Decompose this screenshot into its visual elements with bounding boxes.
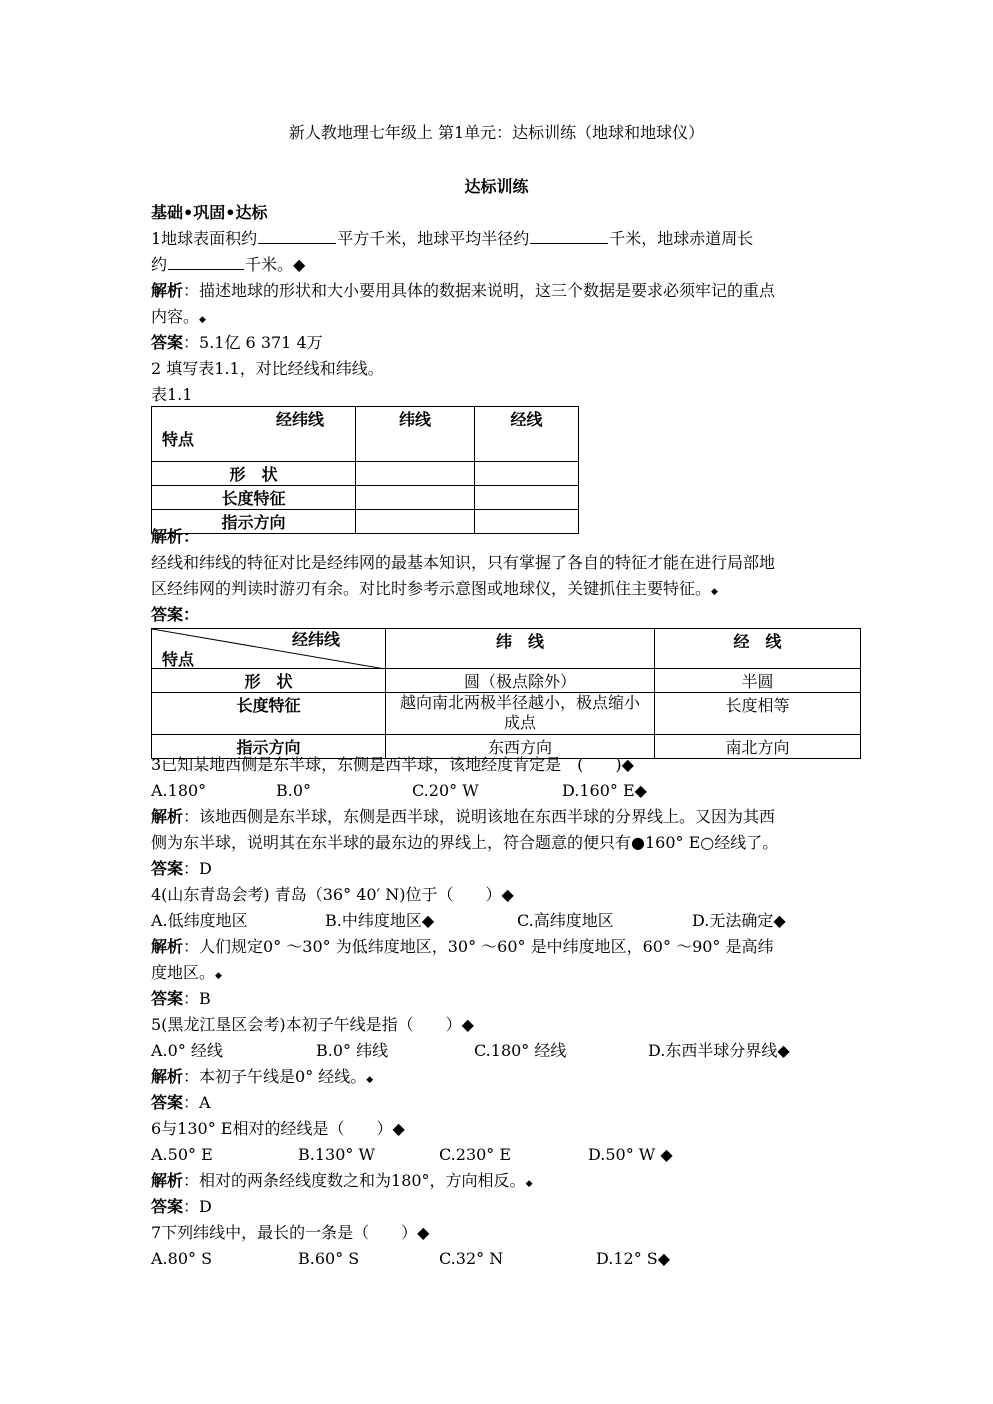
q2-analysis-cont: 区经纬网的判读时游刃有余。对比时参考示意图或地球仪，关键抓住主要特征。◆ (151, 579, 718, 598)
blank-table (151, 406, 579, 534)
q7-option-a: A.80° S (151, 1249, 213, 1268)
q6-answer: 答案：D (151, 1197, 212, 1216)
q2-analysis-label: 解析： (151, 527, 200, 546)
q4-option-a: A.低纬度地区 (151, 911, 248, 930)
blank-cell[interactable] (475, 462, 579, 486)
q4-analysis: 解析：人们规定0° ～30° 为低纬度地区，30° ～60° 是中纬度地区，60° ～90° 是高纬 (151, 937, 774, 956)
answer-cell: 东西方向 (386, 735, 655, 759)
answer-col-weixian: 纬 线 (386, 629, 655, 669)
q4-option-c: C.高纬度地区 (517, 911, 614, 930)
q5-question: 5(黑龙江垦区会考)本初子午线是指（ ）◆ (151, 1015, 474, 1034)
answer-cell: 圆（极点除外） (386, 669, 655, 693)
q6-analysis: 解析：相对的两条经线度数之和为180°，方向相反。◆ (151, 1171, 533, 1190)
q3-option-b: B.0° (276, 781, 312, 800)
row-label: 指示方向 (152, 510, 356, 534)
q4-question: 4(山东青岛会考) 青岛（36° 40′ N)位于（ ）◆ (151, 885, 514, 904)
row-label: 长度特征 (152, 486, 356, 510)
subsection-title: 基础•巩固•达标 (151, 203, 268, 222)
q6-question: 6与130° E相对的经线是（ ）◆ (151, 1119, 405, 1138)
q2-question: 2 填写表1.1，对比经线和纬线。 (151, 359, 384, 378)
q3-option-a: A.180° (151, 781, 207, 800)
col-header-jingxian: 经线 (475, 407, 579, 462)
q3-answer: 答案：D (151, 859, 212, 878)
q1-line2: 约 千米。◆ (151, 255, 306, 274)
q4-option-d: D.无法确定◆ (692, 911, 786, 930)
q3-analysis-cont: 侧为东半球，说明其在东半球的最东边的界线上，符合题意的便只有●160° E○经线了。 (151, 833, 779, 852)
q4-answer: 答案：B (151, 989, 211, 1008)
blank-cell[interactable] (475, 510, 579, 534)
blank-cell[interactable] (475, 486, 579, 510)
q5-option-a: A.0° 经线 (151, 1041, 223, 1060)
answer-row-label: 形 状 (152, 669, 386, 693)
q1-analysis: 解析：描述地球的形状和大小要用具体的数据来说明，这三个数据是要求必须牢记的重点 (151, 281, 776, 300)
answer-table-corner: 经纬线 特点 (152, 629, 386, 669)
blank-cell[interactable] (356, 462, 475, 486)
answer-cell: 长度相等 (655, 693, 861, 735)
table-corner-cell: 经纬线 特点 (152, 407, 356, 462)
q7-option-d: D.12° S◆ (596, 1249, 671, 1268)
q5-option-b: B.0° 纬线 (316, 1041, 389, 1060)
q3-question: 3已知某地西侧是东半球，东侧是西半球，该地经度肯定是 ( )◆ (151, 755, 634, 774)
q3-option-c: C.20° W (412, 781, 479, 800)
q3-option-d: D.160° E◆ (562, 781, 647, 800)
q1-answer: 答案：5.1亿 6 371 4万 (151, 333, 323, 352)
q5-analysis: 解析：本初子午线是0° 经线。◆ (151, 1067, 374, 1086)
table-caption: 表1.1 (151, 385, 193, 404)
q4-option-b: B.中纬度地区◆ (325, 911, 435, 930)
col-header-weixian: 纬线 (356, 407, 475, 462)
answer-cell: 越向南北两极半径越小，极点缩小成点 (386, 693, 655, 735)
blank-cell[interactable] (356, 510, 475, 534)
q2-analysis: 经线和纬线的特征对比是经纬网的最基本知识，只有掌握了各自的特征才能在进行局部地 (151, 553, 776, 572)
answer-cell: 南北方向 (655, 735, 861, 759)
document-title: 新人教地理七年级上 第1单元：达标训练（地球和地球仪） (288, 123, 705, 142)
row-label: 形 状 (152, 462, 356, 486)
q5-option-c: C.180° 经线 (474, 1041, 567, 1060)
answer-col-jingxian: 经 线 (655, 629, 861, 669)
q3-analysis: 解析：该地西侧是东半球，东侧是西半球，说明该地在东西半球的分界线上。又因为其西 (151, 807, 776, 826)
q7-option-c: C.32° N (439, 1249, 504, 1268)
section-title: 达标训练 (464, 177, 529, 196)
blank-cell[interactable] (356, 486, 475, 510)
q5-option-d: D.东西半球分界线◆ (648, 1041, 790, 1060)
answer-row-label: 长度特征 (152, 693, 386, 735)
q6-option-b: B.130° W (298, 1145, 375, 1164)
q2-answer-label: 答案： (151, 605, 200, 624)
q7-option-b: B.60° S (298, 1249, 360, 1268)
answer-row-label: 指示方向 (152, 735, 386, 759)
answer-cell: 半圆 (655, 669, 861, 693)
q6-option-d: D.50° W ◆ (588, 1145, 673, 1164)
q1-line1: 1地球表面积约 平方千米，地球平均半径约 千米，地球赤道周长 (151, 229, 754, 248)
q6-option-a: A.50° E (151, 1145, 213, 1164)
q6-option-c: C.230° E (439, 1145, 512, 1164)
q4-analysis-cont: 度地区。◆ (151, 963, 222, 982)
q1-analysis-cont: 内容。◆ (151, 307, 206, 326)
q7-question: 7下列纬线中，最长的一条是（ ）◆ (151, 1223, 430, 1242)
q5-answer: 答案：A (151, 1093, 211, 1112)
answer-table (151, 628, 861, 759)
